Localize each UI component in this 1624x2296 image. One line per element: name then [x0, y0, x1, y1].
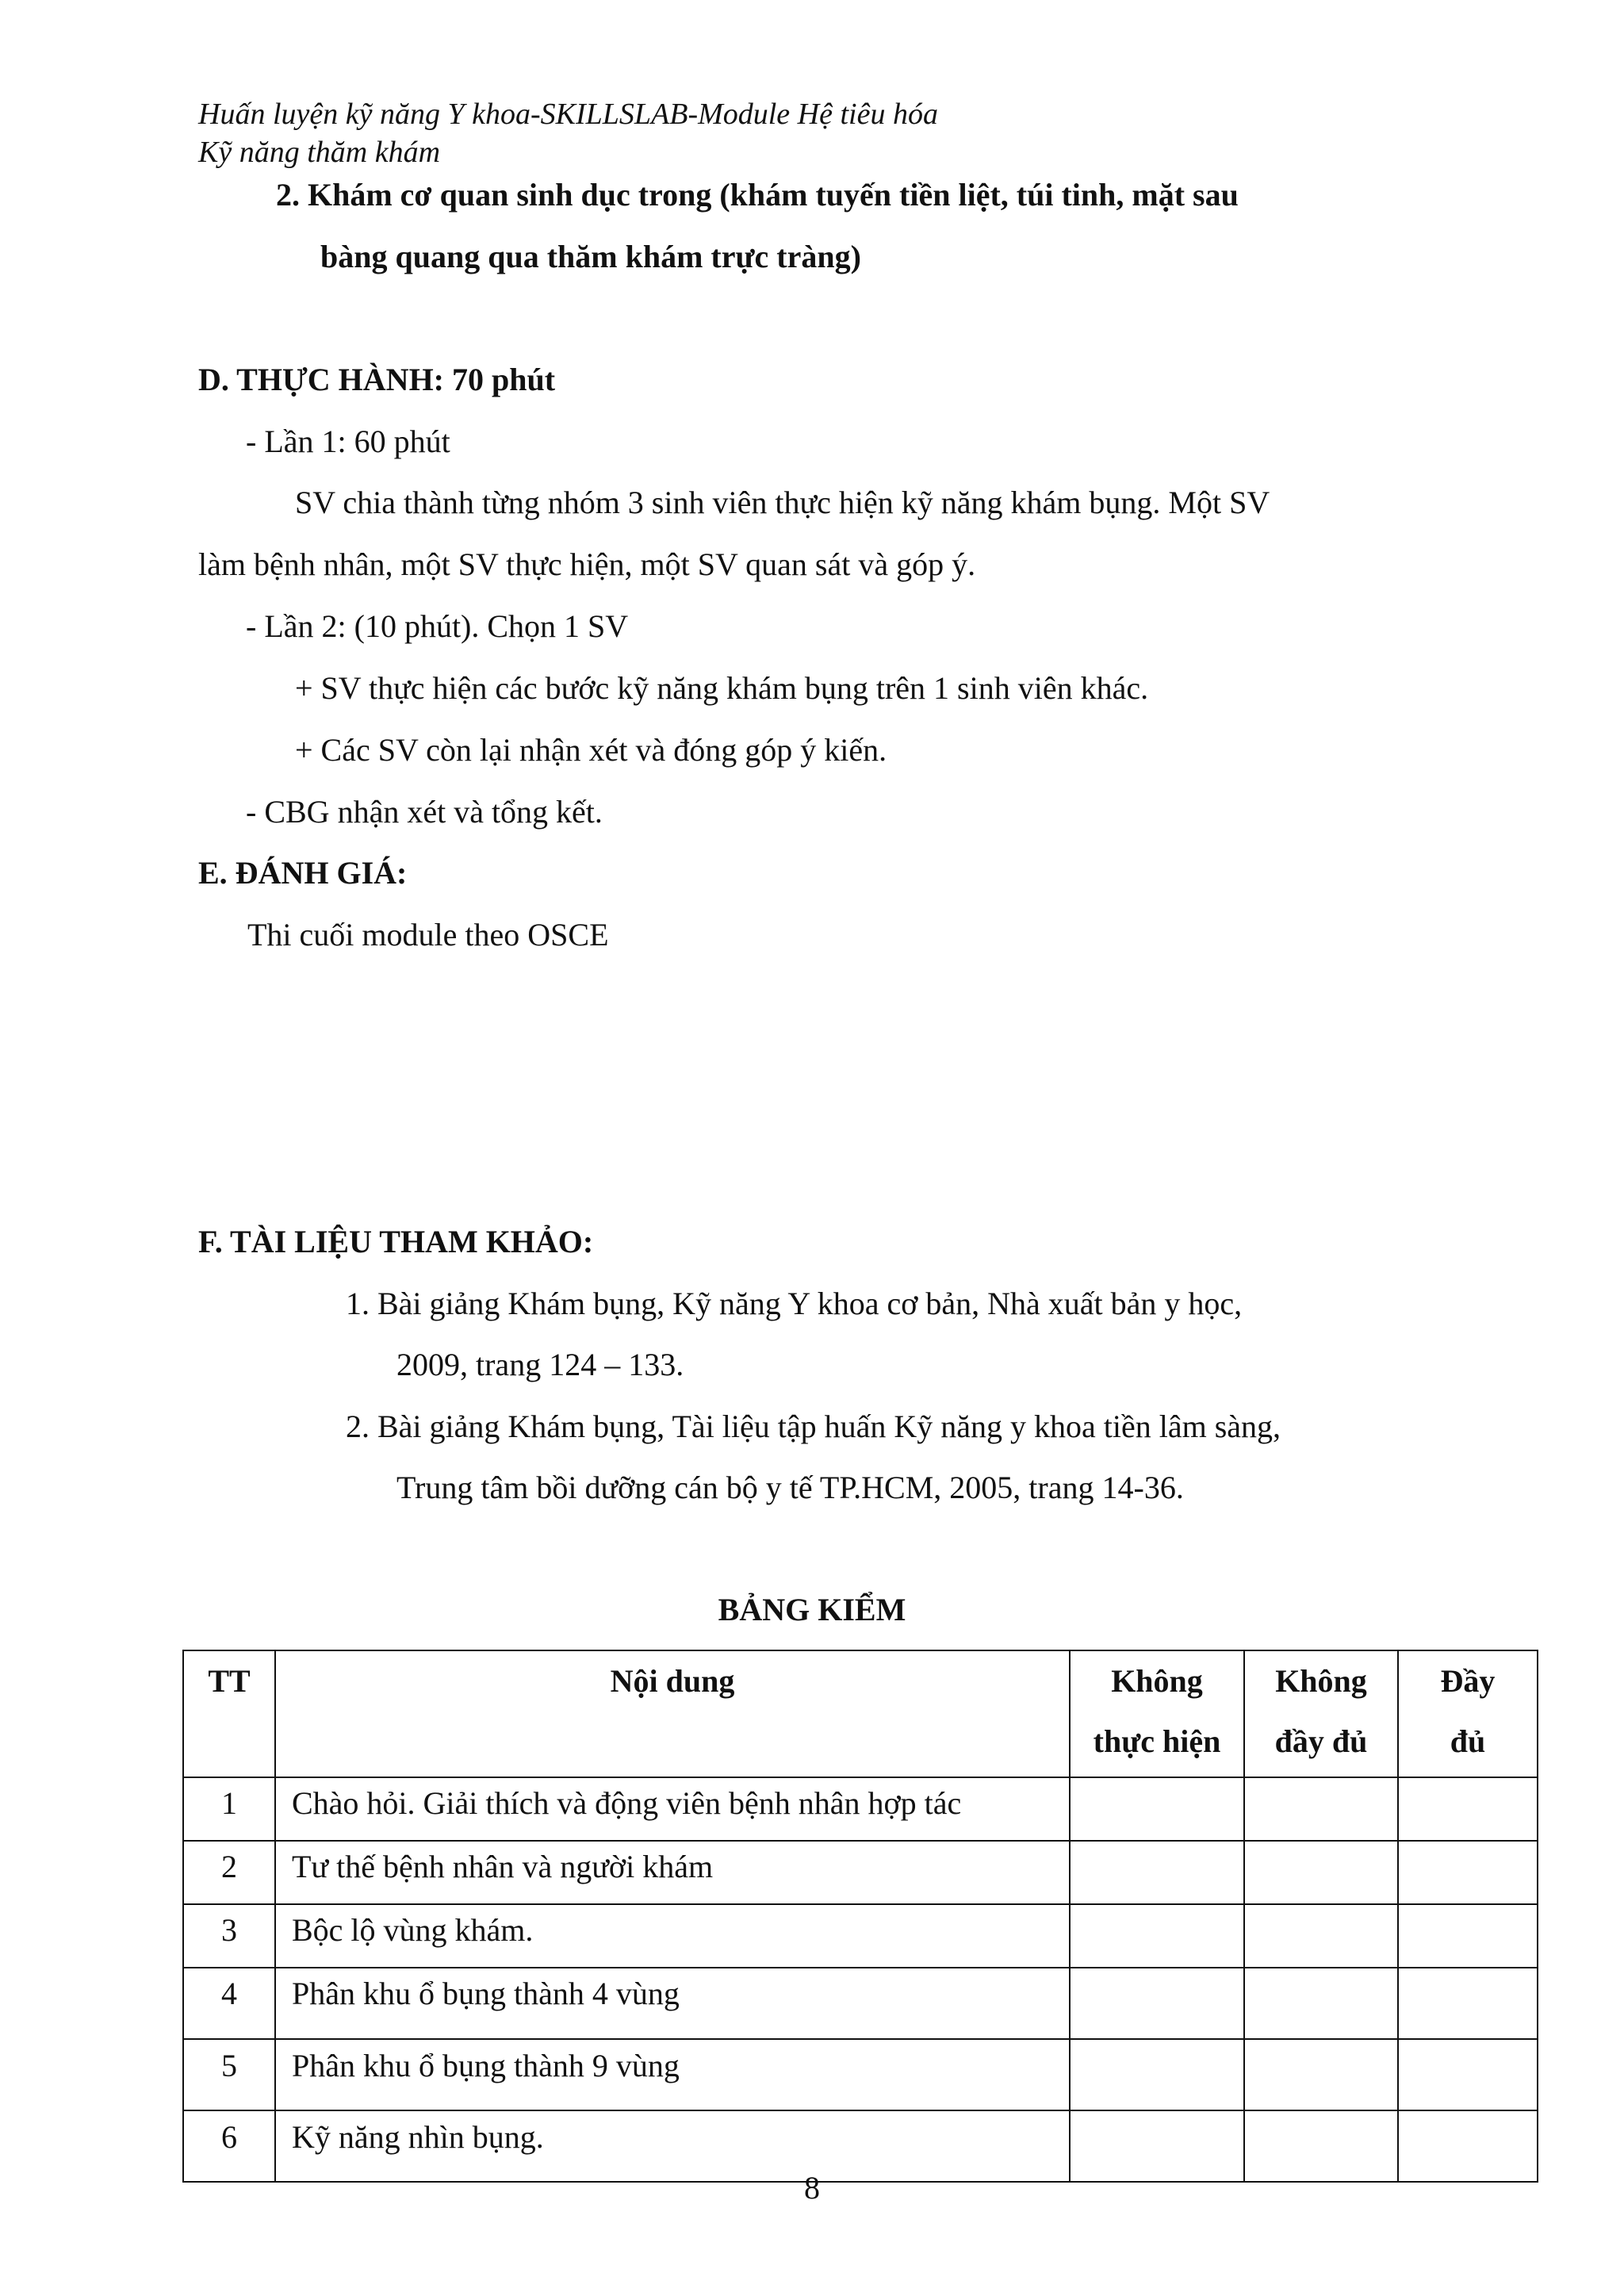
table-row	[183, 1777, 1538, 1841]
checkbox-cell-khong-thuc-hien[interactable]	[1070, 1968, 1244, 2039]
header-khong-day-du-l2: đầy đủ	[1274, 1723, 1368, 1759]
checklist-title: BẢNG KIỂM	[718, 1592, 906, 1627]
row-number: 2	[183, 1841, 275, 1904]
checklist-header-row	[183, 1650, 1538, 1777]
checkbox-cell-khong-day-du[interactable]	[1244, 2039, 1398, 2110]
running-header-line2: Kỹ năng thăm khám	[198, 136, 441, 169]
section-d-heading: D. THỰC HÀNH: 70 phút	[198, 362, 556, 397]
row-content: Phân khu ổ bụng thành 9 vùng	[275, 2039, 1070, 2110]
row-content: Bộc lộ vùng khám.	[275, 1904, 1070, 1968]
reference-2-line1: 2. Bài giảng Khám bụng, Tài liệu tập huấn Kỹ năng y khoa tiền lâm sàng,	[346, 1409, 1281, 1444]
checkbox-cell-day-du[interactable]	[1398, 1968, 1538, 2039]
row-content: Chào hỏi. Giải thích và động viên bệnh nhân hợp tác	[275, 1777, 1070, 1841]
checkbox-cell-khong-thuc-hien[interactable]	[1070, 1904, 1244, 1968]
lan2-item: - Lần 2: (10 phút). Chọn 1 SV	[246, 608, 629, 644]
header-khong-day-du-l1: Không	[1275, 1663, 1367, 1699]
checkbox-cell-day-du[interactable]	[1398, 1904, 1538, 1968]
row-content: Kỹ năng nhìn bụng.	[275, 2110, 1070, 2182]
checkbox-cell-day-du[interactable]	[1398, 1841, 1538, 1904]
section-e-heading: E. ĐÁNH GIÁ:	[198, 855, 408, 891]
header-khong-day-du	[1244, 1650, 1398, 1777]
table-row	[183, 1968, 1538, 2039]
checkbox-cell-khong-thuc-hien[interactable]	[1070, 1777, 1244, 1841]
row-number: 1	[183, 1777, 275, 1841]
item-2-line2: bàng quang qua thăm khám trực tràng)	[320, 239, 861, 274]
row-number: 6	[183, 2110, 275, 2182]
row-number: 5	[183, 2039, 275, 2110]
checkbox-cell-day-du[interactable]	[1398, 1777, 1538, 1841]
header-khong-thuc-hien-l1: Không	[1111, 1663, 1203, 1699]
lan1-desc-line2: làm bệnh nhân, một SV thực hiện, một SV quan sát và góp ý.	[198, 546, 976, 582]
header-day-du-l2: đủ	[1450, 1723, 1486, 1759]
checkbox-cell-khong-day-du[interactable]	[1244, 1841, 1398, 1904]
checkbox-cell-khong-day-du[interactable]	[1244, 1968, 1398, 2039]
row-number: 4	[183, 1968, 275, 2039]
checkbox-cell-khong-day-du[interactable]	[1244, 1777, 1398, 1841]
header-day-du	[1398, 1650, 1538, 1777]
header-noi-dung: Nội dung	[275, 1650, 1070, 1777]
table-row	[183, 2039, 1538, 2110]
section-f-heading: F. TÀI LIỆU THAM KHẢO:	[198, 1224, 594, 1259]
row-number: 3	[183, 1904, 275, 1968]
lan2-sub-b: + Các SV còn lại nhận xét và đóng góp ý kiến.	[295, 732, 887, 768]
running-header-line1: Huấn luyện kỹ năng Y khoa-SKILLSLAB-Module Hệ tiêu hóa	[198, 98, 938, 131]
checkbox-cell-khong-day-du[interactable]	[1244, 1904, 1398, 1968]
page-number: 8	[804, 2170, 820, 2206]
reference-2-line2: Trung tâm bồi dưỡng cán bộ y tế TP.HCM, 2005, trang 14-36.	[396, 1470, 1184, 1505]
item-2-line1: 2. Khám cơ quan sinh dục trong (khám tuyến tiền liệt, túi tinh, mặt sau	[276, 177, 1239, 213]
header-khong-thuc-hien	[1070, 1650, 1244, 1777]
checklist-table	[182, 1650, 1538, 2183]
lan1-item: - Lần 1: 60 phút	[246, 424, 450, 459]
row-content: Tư thế bệnh nhân và người khám	[275, 1841, 1070, 1904]
section-e-text: Thi cuối module theo OSCE	[247, 917, 609, 953]
row-content: Phân khu ổ bụng thành 4 vùng	[275, 1968, 1070, 2039]
reference-1-line2: 2009, trang 124 – 133.	[396, 1347, 684, 1382]
table-row	[183, 1841, 1538, 1904]
table-row	[183, 1904, 1538, 1968]
header-tt: TT	[183, 1650, 275, 1777]
lan1-desc-line1: SV chia thành từng nhóm 3 sinh viên thực hiện kỹ năng khám bụng. Một SV	[295, 485, 1270, 520]
checkbox-cell-khong-thuc-hien[interactable]	[1070, 1841, 1244, 1904]
reference-1-line1: 1. Bài giảng Khám bụng, Kỹ năng Y khoa cơ bản, Nhà xuất bản y học,	[346, 1286, 1243, 1321]
cbg-item: - CBG nhận xét và tổng kết.	[246, 794, 603, 830]
checkbox-cell-day-du[interactable]	[1398, 2039, 1538, 2110]
header-khong-thuc-hien-l2: thực hiện	[1093, 1723, 1221, 1759]
lan2-sub-a: + SV thực hiện các bước kỹ năng khám bụng trên 1 sinh viên khác.	[295, 670, 1149, 706]
header-day-du-l1: Đầy	[1440, 1663, 1496, 1699]
checkbox-cell-khong-thuc-hien[interactable]	[1070, 2039, 1244, 2110]
